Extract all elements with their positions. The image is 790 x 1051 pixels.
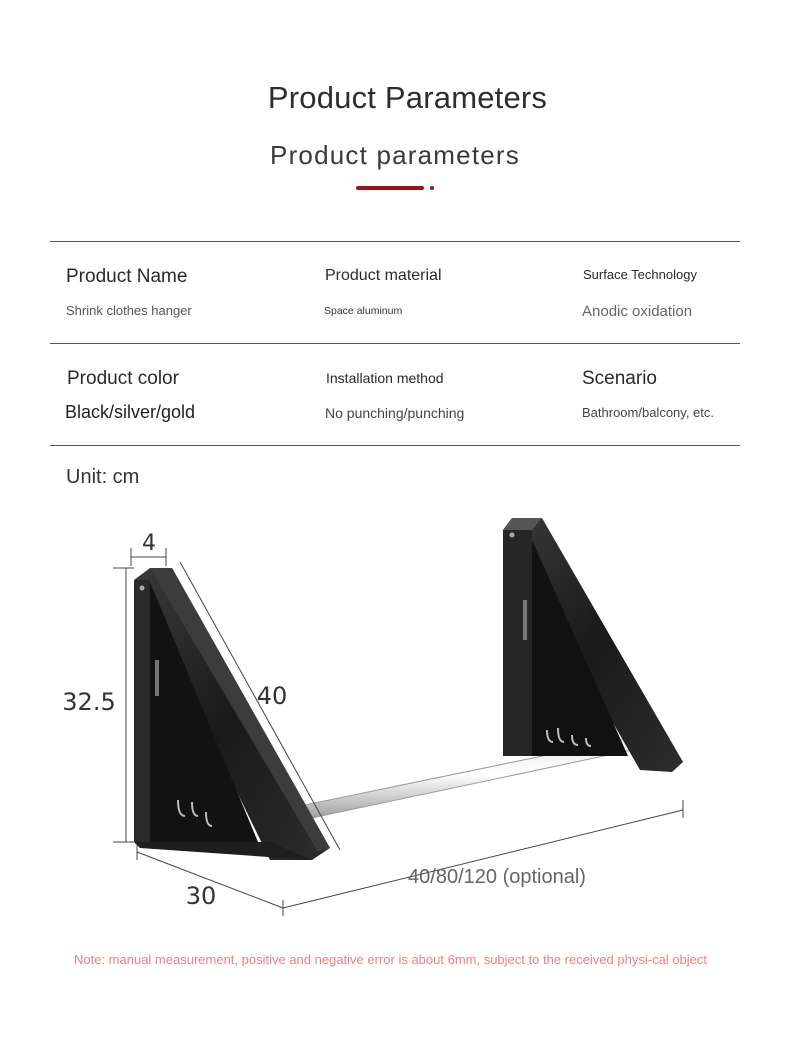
- page-title: Product Parameters: [267, 80, 548, 115]
- dim-thickness: 4: [142, 531, 156, 556]
- param-label-installation-method: Installation method: [326, 370, 444, 386]
- page-subtitle: Product parameters: [270, 140, 520, 170]
- param-label-scenario: Scenario: [582, 368, 657, 389]
- dim-height: 32.5: [62, 688, 116, 716]
- table-middle-rule: [50, 343, 740, 344]
- dim-width: 40/80/120 (optional): [408, 866, 586, 888]
- param-value-scenario: Bathroom/balcony, etc.: [582, 405, 714, 420]
- param-value-product-material: Space aluminum: [324, 305, 403, 317]
- param-value-product-name: Shrink clothes hanger: [66, 303, 192, 318]
- param-value-installation-method: No punching/punching: [325, 405, 465, 421]
- dim-arm-length: 40: [256, 682, 288, 710]
- param-label-product-material: Product material: [325, 267, 442, 284]
- table-bottom-rule: [50, 445, 740, 446]
- param-label-product-name: Product Name: [66, 266, 188, 287]
- param-value-product-color: Black/silver/gold: [65, 402, 196, 422]
- unit-label: Unit: cm: [66, 466, 140, 488]
- param-label-surface-technology: Surface Technology: [583, 267, 697, 282]
- left-bracket: [134, 568, 330, 860]
- accent-divider: [356, 186, 424, 190]
- dim-depth: 30: [185, 882, 217, 910]
- right-bracket: [503, 518, 683, 772]
- accent-dot: [430, 186, 434, 190]
- measurement-note: Note: manual measurement, positive and negative error is about 6mm, subject to the received physi-cal object: [74, 952, 707, 967]
- hanger-dimension-diagram: [0, 500, 790, 940]
- param-value-surface-technology: Anodic oxidation: [582, 303, 693, 320]
- table-top-rule: [50, 241, 740, 242]
- param-label-product-color: Product color: [67, 368, 179, 389]
